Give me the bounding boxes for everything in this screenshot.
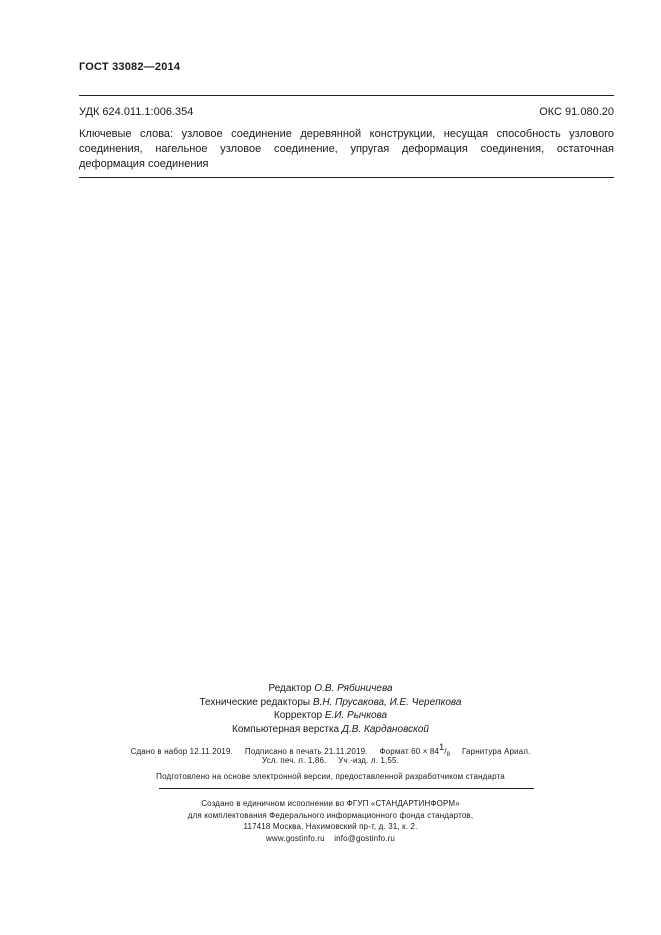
print-sheets: Усл. печ. л. 1,86. [262,756,327,765]
standard-code: ГОСТ 33082—2014 [79,61,181,73]
signed-date: Подписано в печать 21.11.2019. [244,747,368,756]
prepared-note: Подготовлено на основе электронной версии, предоставленной разработчиком стандарта [156,772,505,781]
credit-person: В.Н. Прусакова, И.Е. Черепкова [312,696,462,708]
typeset-date: Сдано в набор 12.11.2019. [130,747,233,756]
credit-role: Корректор [273,710,323,721]
keywords-divider [79,177,614,178]
credit-person: О.В. Рябиничева [314,683,393,694]
website-link[interactable]: www.gostinfo.ru [266,833,325,843]
credit-person: Е.И. Рычкова [324,710,388,721]
credit-role: Компьютерная верстка [232,723,340,735]
credit-role: Редактор [268,683,312,694]
credit-tech-editors [0,696,661,710]
credit-layout [0,723,661,737]
credits-block [0,682,661,736]
publication-sheets: Уч.-изд. л. 1,55. [338,756,399,765]
typeface: Гарнитура Ариал. [462,747,531,756]
classification-row [79,106,614,118]
paper-format: Формат $60 \times 84^1/_8$ [379,742,451,758]
keywords-text: Ключевые слова: узловое соединение деревянной конструкции, несущая способность узлового соединения, нагельное узловое соединение, упругая деформация соединения, остаточная деформация соединения [79,128,614,170]
publication-line-2 [0,756,661,765]
footer-line-2: для комплектования Федерального информационного фонда стандартов, [187,810,474,820]
footer-contacts [0,833,661,845]
oks-code: ОКС 91.080.20 [539,106,614,118]
credit-role: Технические редакторы [199,696,311,708]
footer-divider [159,788,534,789]
credit-person: Д.В. Кардановской [341,723,429,735]
footer-line-3: 117418 Москва, Нахимовский пр-т, д. 31, к. 2. [243,822,418,831]
top-divider [79,95,614,96]
footer-line-1: Создано в единичном исполнении во ФГУП «СТАНДАРТИНФОРМ» [201,799,460,808]
footer-block [0,798,661,844]
credit-proofreader [0,709,661,723]
credit-editor [0,682,661,696]
udc-code: УДК 624.011.1:006.354 [79,106,194,118]
email-link[interactable]: info@gostinfo.ru [334,833,395,843]
